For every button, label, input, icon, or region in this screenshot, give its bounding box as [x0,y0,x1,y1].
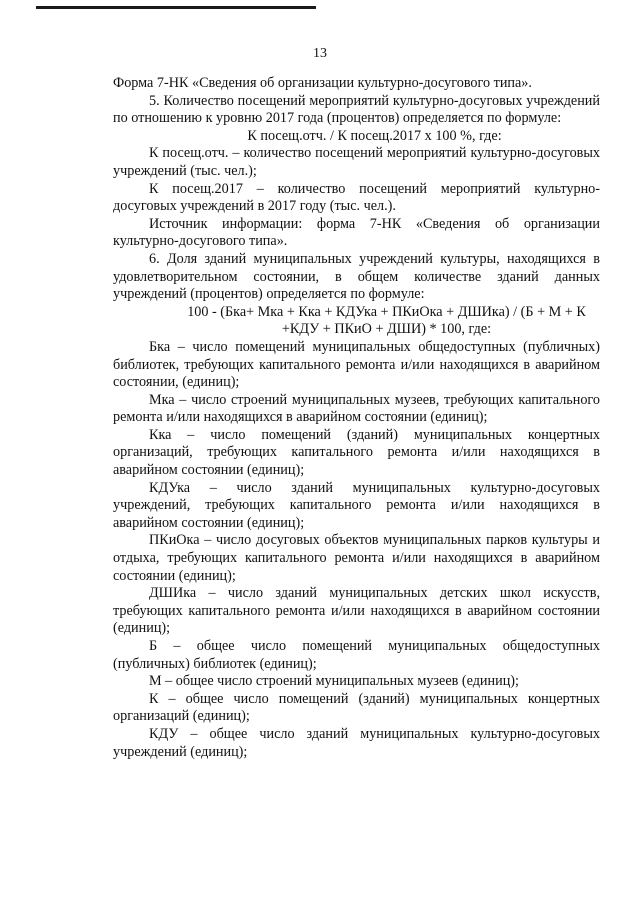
paragraph-item-5: 5. Количество посещений мероприятий культурно-досуговых учреждений по отношению к уровню 2017 года (процентов) определяется по формуле: [113,92,600,127]
definition-k-posesch-2017: К посещ.2017 – количество посещений мероприятий культурно-досуговых учреждений в 2017 году (тыс. чел.). [113,180,600,215]
formula-visits: К посещ.отч. / К посещ.2017 х 100 %, где: [247,127,502,144]
paragraph-source: Источник информации: форма 7-НК «Сведения об организации культурно-досугового типа». [113,215,600,250]
definition-kka: Кка – число помещений (зданий) муниципальных концертных организаций, требующих капитального ремонта и/или находящихся в аварийном состоянии (единиц); [113,426,600,479]
definition-mka: Мка – число строений муниципальных музеев, требующих капитального ремонта и/или находящихся в аварийном состоянии (единиц); [113,391,600,426]
page-number: 13 [313,46,327,61]
paragraph-item-6: 6. Доля зданий муниципальных учреждений культуры, находящихся в удовлетворительном состоянии, в общем количестве зданий данных учреждений (процентов) определяется по формуле: [113,250,600,303]
document-body [113,75,600,761]
definition-k: К – общее число помещений (зданий) муниципальных концертных организаций (единиц); [113,690,600,725]
formula-buildings-share: 100 - (Бка+ Мка + Кка + КДУка + ПКиОка + ДШИка) / (Б + М + К +КДУ + ПКиО + ДШИ) * 100, где: [187,303,586,338]
definition-kduka: КДУка – число зданий муниципальных культурно-досуговых учреждений, требующих капитального ремонта и/или находящихся в аварийном состоянии (единиц); [113,479,600,531]
definition-k-posesch-otch: К посещ.отч. – количество посещений мероприятий культурно-досуговых учреждений (тыс. чел.); [113,145,600,179]
definition-pkioka: ПКиОка – число досуговых объектов муниципальных парков культуры и отдыха, требующих капитального ремонта и/или находящихся в аварийном состоянии (единиц); [113,532,600,584]
definition-b: Б – общее число помещений муниципальных общедоступных (публичных) библиотек (единиц); [113,638,600,672]
definition-bka: Бка – число помещений муниципальных общедоступных (публичных) библиотек, требующих капитального ремонта и/или находящихся в аварийном состоянии, (единиц); [113,338,600,391]
paragraph-form-reference: Форма 7-НК «Сведения об организации культурно-досугового типа». [113,75,532,91]
definition-kdu: КДУ – общее число зданий муниципальных культурно-досуговых учреждений (единиц); [113,725,600,760]
definition-dshika: ДШИка – число зданий муниципальных детских школ искусств, требующих капитального ремонта и/или находящихся в аварийном состоянии (единиц); [113,585,600,637]
definition-m: М – общее число строений муниципальных музеев (единиц); [149,673,519,690]
top-rule [36,6,316,9]
